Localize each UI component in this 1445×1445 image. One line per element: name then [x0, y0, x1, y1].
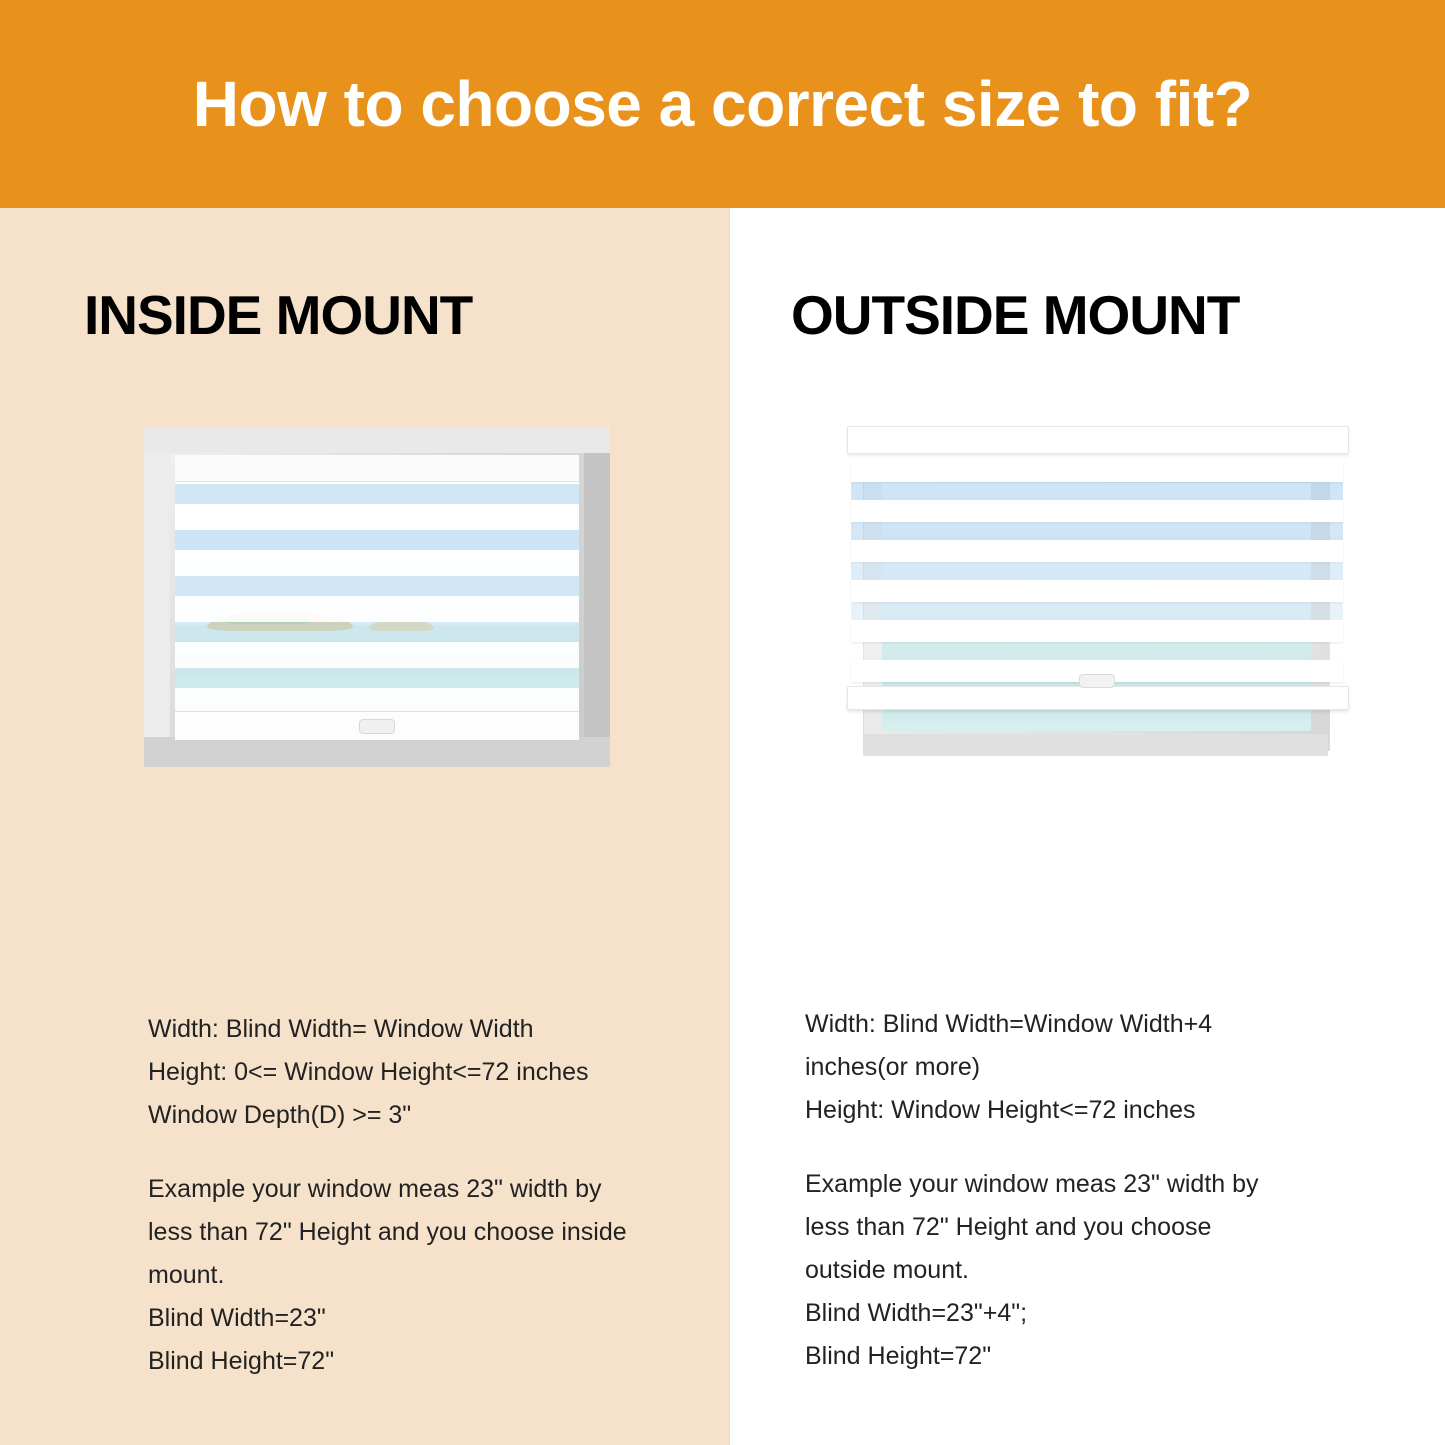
example-line: Example your window meas 23" width by [148, 1175, 602, 1203]
blind-band [175, 688, 579, 712]
blind-sheer-band [175, 484, 579, 504]
window-sill [847, 686, 1349, 710]
inside-mount-example [148, 1168, 693, 1383]
blind-band [175, 504, 579, 530]
page-title: How to choose a correct size to fit? [192, 68, 1253, 140]
blind-band [851, 540, 1343, 562]
example-line: mount. [148, 1261, 225, 1289]
blind-sheer-band [851, 602, 1343, 620]
spec-line: Width: Blind Width=Window Width+4 [805, 1010, 1213, 1038]
panel-title-inside-mount: INSIDE MOUNT [84, 284, 473, 346]
panel-title-outside-mount: OUTSIDE MOUNT [791, 284, 1240, 346]
blind-headrail [175, 455, 579, 482]
example-line: less than 72" Height and you choose inside [148, 1218, 627, 1246]
outside-mount-spec [805, 1003, 1365, 1132]
blind-sheer-band [851, 522, 1343, 540]
blind-band [851, 500, 1343, 522]
window-latch [359, 719, 395, 734]
blind-sheer-band [851, 642, 1343, 660]
blind-sheer-band [851, 562, 1343, 580]
window-glass [175, 458, 579, 728]
blind-band [851, 580, 1343, 602]
inside-mount-illustration [144, 427, 610, 767]
spec-line: inches(or more) [805, 1053, 981, 1081]
spec-line: Width: Blind Width= Window Width [148, 1015, 534, 1043]
spec-line: Height: Window Height<=72 inches [805, 1096, 1196, 1124]
blind-sheer-band [175, 622, 579, 642]
window-frame-bottom-bevel [144, 737, 610, 767]
blind-band [175, 550, 579, 576]
blind-sheer-band [175, 530, 579, 550]
blind-sheer-band [175, 668, 579, 688]
blind-band [175, 596, 579, 622]
spec-line: Height: 0<= Window Height<=72 inches [148, 1058, 589, 1086]
panel-outside-mount [729, 208, 1445, 1445]
panel-divider [729, 208, 730, 1445]
window-frame-top-bevel [144, 427, 610, 453]
outside-mount-illustration [847, 426, 1347, 756]
blind-band [851, 620, 1343, 642]
example-line: Blind Width=23"+4"; [805, 1299, 1028, 1327]
header-banner [0, 0, 1445, 208]
panels-container [0, 208, 1445, 1445]
blind-headrail [847, 426, 1349, 454]
window-frame-bottom [863, 734, 1328, 756]
window-frame-right-bevel [584, 427, 610, 767]
blind-sheer-band [851, 482, 1343, 500]
example-line: outside mount. [805, 1256, 969, 1284]
example-line: Blind Height=72" [805, 1342, 992, 1370]
example-line: less than 72" Height and you choose [805, 1213, 1212, 1241]
spec-line: Window Depth(D) >= 3" [148, 1101, 412, 1129]
blind-sheer-band [175, 576, 579, 596]
example-line: Blind Width=23" [148, 1304, 326, 1332]
example-line: Example your window meas 23" width by [805, 1170, 1259, 1198]
window-latch [1079, 674, 1115, 688]
window-frame-left-bevel [144, 427, 170, 767]
example-line: Blind Height=72" [148, 1347, 335, 1375]
panel-inside-mount [0, 208, 729, 1445]
blind-band [851, 460, 1343, 482]
blind-band [175, 642, 579, 668]
inside-mount-spec [148, 1008, 688, 1137]
outside-mount-example [805, 1163, 1365, 1378]
